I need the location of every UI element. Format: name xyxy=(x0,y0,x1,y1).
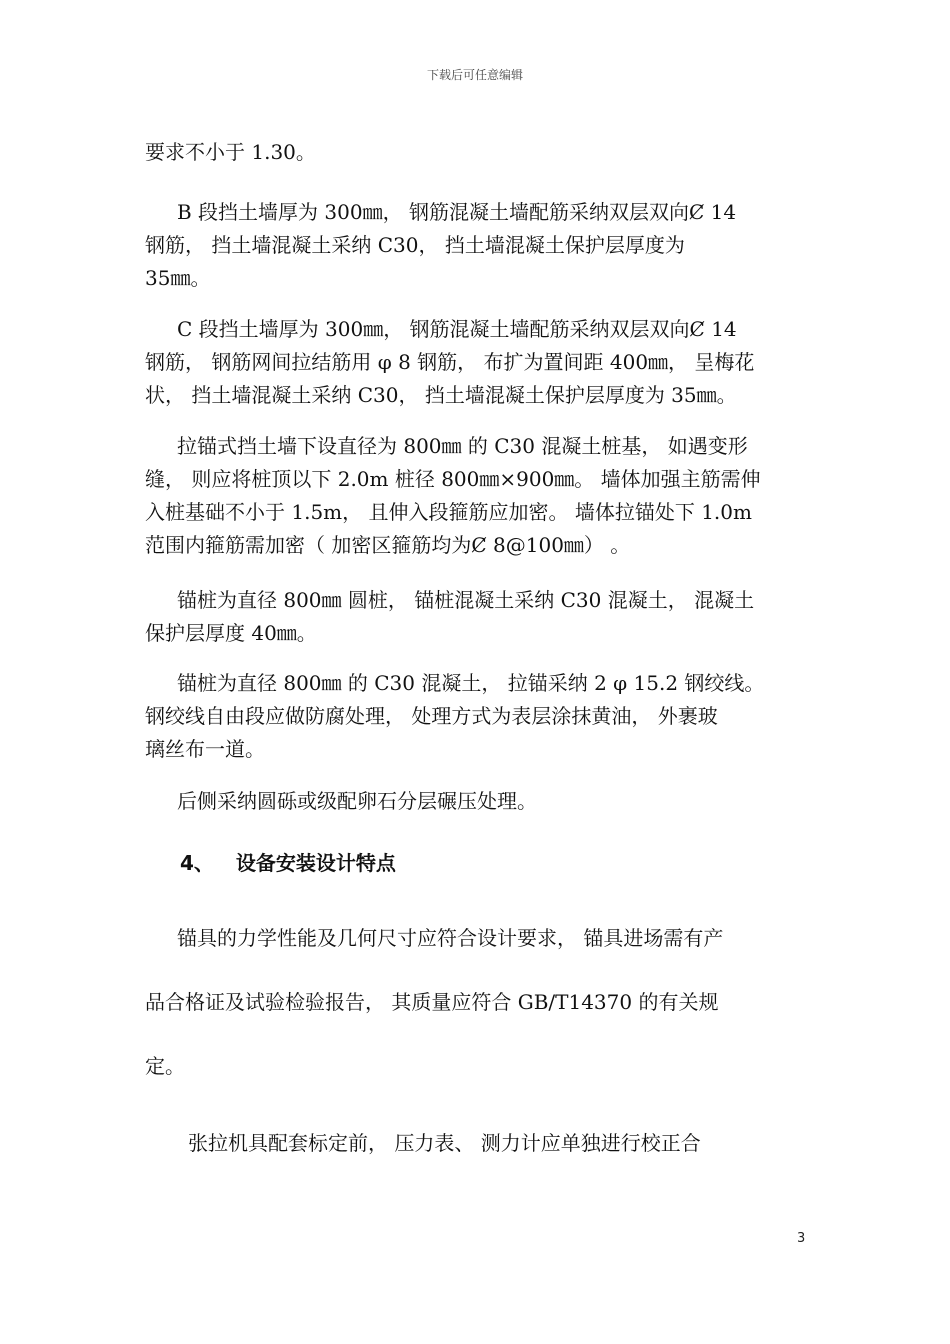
paragraph-1 xyxy=(145,196,813,295)
page-number: 3 xyxy=(797,1231,806,1246)
text-line: 定。 xyxy=(145,1054,185,1078)
paragraph-5 xyxy=(145,667,813,766)
paragraph-7 xyxy=(145,906,813,1098)
page-header: 下载后可任意编辑 xyxy=(426,68,523,82)
text-line: 缝， 则应将桩顶以下 2.0m 桩径 800㎜×900㎜。 墙体加强主筋需伸 xyxy=(145,467,761,491)
text-line: 保护层厚度 40㎜。 xyxy=(145,621,317,645)
paragraph-2 xyxy=(145,313,813,412)
section-title: 设备安装设计特点 xyxy=(235,851,396,875)
text-line: 拉锚式挡土墙下设直径为 800㎜ 的 C30 混凝土桩基， 如遇变形 xyxy=(177,434,748,458)
text-line: 要求不小于 1.30。 xyxy=(145,140,316,164)
text-line: 璃丝布一道。 xyxy=(145,737,265,761)
paragraph-3 xyxy=(145,430,813,562)
paragraph-6 xyxy=(145,785,813,818)
text-line: 入桩基础不小于 1.5m， 且伸入段箍筋应加密。 墙体拉锚处下 1.0m xyxy=(145,500,752,524)
text-line: 张拉机具配套标定前， 压力表、 测力计应单独进行校正合 xyxy=(188,1131,701,1155)
text-line: B 段挡土墙厚为 300㎜， 钢筋混凝土墙配筋采纳双层双向Ȼ 14 xyxy=(177,200,737,224)
paragraph-8 xyxy=(188,1127,856,1160)
paragraph-4 xyxy=(145,584,813,650)
section-heading xyxy=(180,847,396,876)
paragraph-0 xyxy=(145,136,813,169)
text-line: 状， 挡土墙混凝土采纳 C30， 挡土墙混凝土保护层厚度为 35㎜。 xyxy=(145,383,737,407)
section-number: 4、 xyxy=(180,851,214,875)
text-line: 锚桩为直径 800㎜ 的 C30 混凝土， 拉锚采纳 2 φ 15.2 钢绞线。 xyxy=(177,671,765,695)
text-line: 钢筋， 挡土墙混凝土采纳 C30， 挡土墙混凝土保护层厚度为 xyxy=(145,233,685,257)
text-line: 锚具的力学性能及几何尺寸应符合设计要求， 锚具进场需有产 xyxy=(177,926,724,950)
text-line: 35㎜。 xyxy=(145,266,211,290)
text-line: 范围内箍筋需加密（ 加密区箍筋均为Ȼ 8@100㎜） 。 xyxy=(145,533,631,557)
text-line: 锚桩为直径 800㎜ 圆桩， 锚桩混凝土采纳 C30 混凝土， 混凝土 xyxy=(177,588,755,612)
text-line: C 段挡土墙厚为 300㎜， 钢筋混凝土墙配筋采纳双层双向Ȼ 14 xyxy=(177,317,737,341)
text-line: 钢筋， 钢筋网间拉结筋用 φ 8 钢筋， 布扩为置间距 400㎜， 呈梅花 xyxy=(145,350,755,374)
text-line: 品合格证及试验检验报告， 其质量应符合 GB/T14370 的有关规 xyxy=(145,990,719,1014)
text-line: 钢绞线自由段应做防腐处理， 处理方式为表层涂抹黄油， 外裹玻 xyxy=(145,704,718,728)
text-line: 后侧采纳圆砾或级配卵石分层碾压处理。 xyxy=(177,789,537,813)
